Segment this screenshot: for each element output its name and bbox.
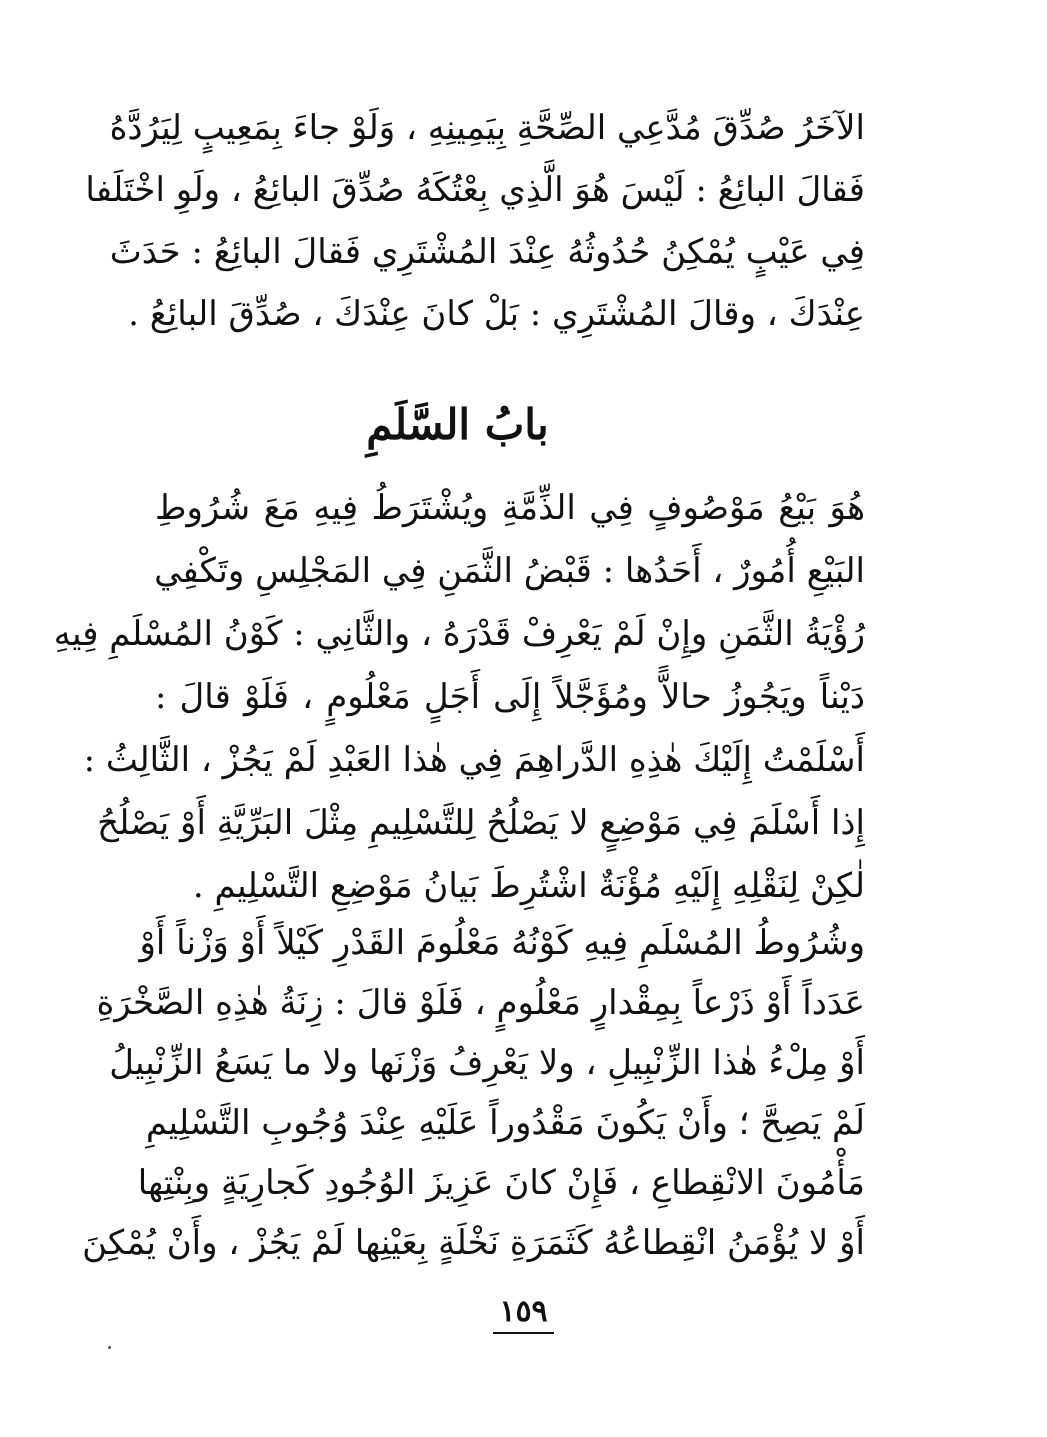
text-line: رُؤْيَةُ الثَّمَنِ وإِنْ لَمْ يَعْرِفْ قَدْرَهُ ، والثَّانِي : كَوْنُ المُسْلَمِ فِيهِ <box>53 614 865 654</box>
paragraph-1 <box>85 97 865 345</box>
text-line: أَسْلَمْتُ إِلَيْكَ هٰذِهِ الدَّراهِمَ فِي هٰذا العَبْدِ لَمْ يَجُزْ ، الثَّالِثُ : <box>83 740 865 780</box>
paragraph-3 <box>82 913 865 1273</box>
page-number-text: ١٥٩ <box>493 1292 553 1334</box>
text-line: أَوْ لا يُؤْمَنُ انْقِطاعُهُ كَثَمَرَةِ نَخْلَةٍ بِعَيْنِها لَمْ يَجُزْ ، وأَنْ يُمْكِنَ <box>82 1223 865 1263</box>
text-line: وشُرُوطُ المُسْلَمِ فِيهِ كَوْنُهُ مَعْلُومَ القَدْرِ كَيْلاً أَوْ وَزْناً أَوْ <box>139 923 865 963</box>
text-line: هُوَ بَيْعُ مَوْصُوفٍ فِي الذِّمَّةِ ويُشْتَرَطُ فِيهِ مَعَ شُرُوطِ <box>155 488 865 528</box>
text-line: فِي عَيْبٍ يُمْكِنُ حُدُوثُهُ عِنْدَ المُشْتَرِي فَقالَ البائِعُ : حَدَثَ <box>109 232 865 272</box>
text-line: لَمْ يَصِحَّ ؛ وأَنْ يَكُونَ مَقْدُوراً عَلَيْهِ عِنْدَ وُجُوبِ التَّسْلِيمِ <box>145 1103 865 1143</box>
text-line: لٰكِنْ لِنَقْلِهِ إِلَيْهِ مُؤْنَةٌ اشْتُرِطَ بَيانُ مَوْضِعِ التَّسْلِيمِ . <box>192 866 865 906</box>
text-line: الآخَرُ صُدِّقَ مُدَّعِي الصِّحَّةِ بِيَمِينِهِ ، وَلَوْ جاءَ بِمَعِيبٍ لِيَرُدَّهُ <box>109 108 865 148</box>
text-line: عَدَداً أَوْ ذَرْعاً بِمِقْدارٍ مَعْلُومٍ ، فَلَوْ قالَ : زِنَةُ هٰذِهِ الصَّخْرَةِ <box>96 983 865 1023</box>
paragraph-2 <box>53 477 865 918</box>
section-heading: بابُ السَّلَمِ <box>366 400 549 449</box>
text-line: البَيْعِ أُمُورٌ ، أَحَدُها : قَبْضُ الثَّمَنِ فِي المَجْلِسِ وتَكْفِي <box>154 551 865 591</box>
text-line: عِنْدَكَ ، وقالَ المُشْتَرِي : بَلْ كانَ عِنْدَكَ ، صُدِّقَ البائِعُ . <box>128 294 865 334</box>
scan-speck <box>108 1346 111 1349</box>
text-line: فَقالَ البائِعُ : لَيْسَ هُوَ الَّذِي بِعْتُكَهُ صُدِّقَ البائِعُ ، ولَوِ اخْتَلَفا <box>85 170 865 210</box>
text-line: مَأْمُونَ الانْقِطاعِ ، فَإِنْ كانَ عَزِيزَ الوُجُودِ كَجارِيَةٍ وبِنْتِها <box>137 1163 865 1203</box>
text-line: دَيْناً ويَجُوزُ حالاًّ ومُؤَجَّلاً إِلَى أَجَلٍ مَعْلُومٍ ، فَلَوْ قالَ : <box>155 677 865 717</box>
page-number <box>0 1292 1047 1334</box>
text-line: أَوْ مِلْءُ هٰذا الزِّنْبِيلِ ، ولا يَعْرِفُ وَزْنَها ولا ما يَسَعُ الزِّنْبِيلُ <box>109 1043 865 1083</box>
text-line: إِذا أَسْلَمَ فِي مَوْضِعٍ لا يَصْلُحُ لِلتَّسْلِيمِ مِثْلَ البَرِّيَّةِ أَوْ يَصْلُحُ <box>97 803 865 843</box>
